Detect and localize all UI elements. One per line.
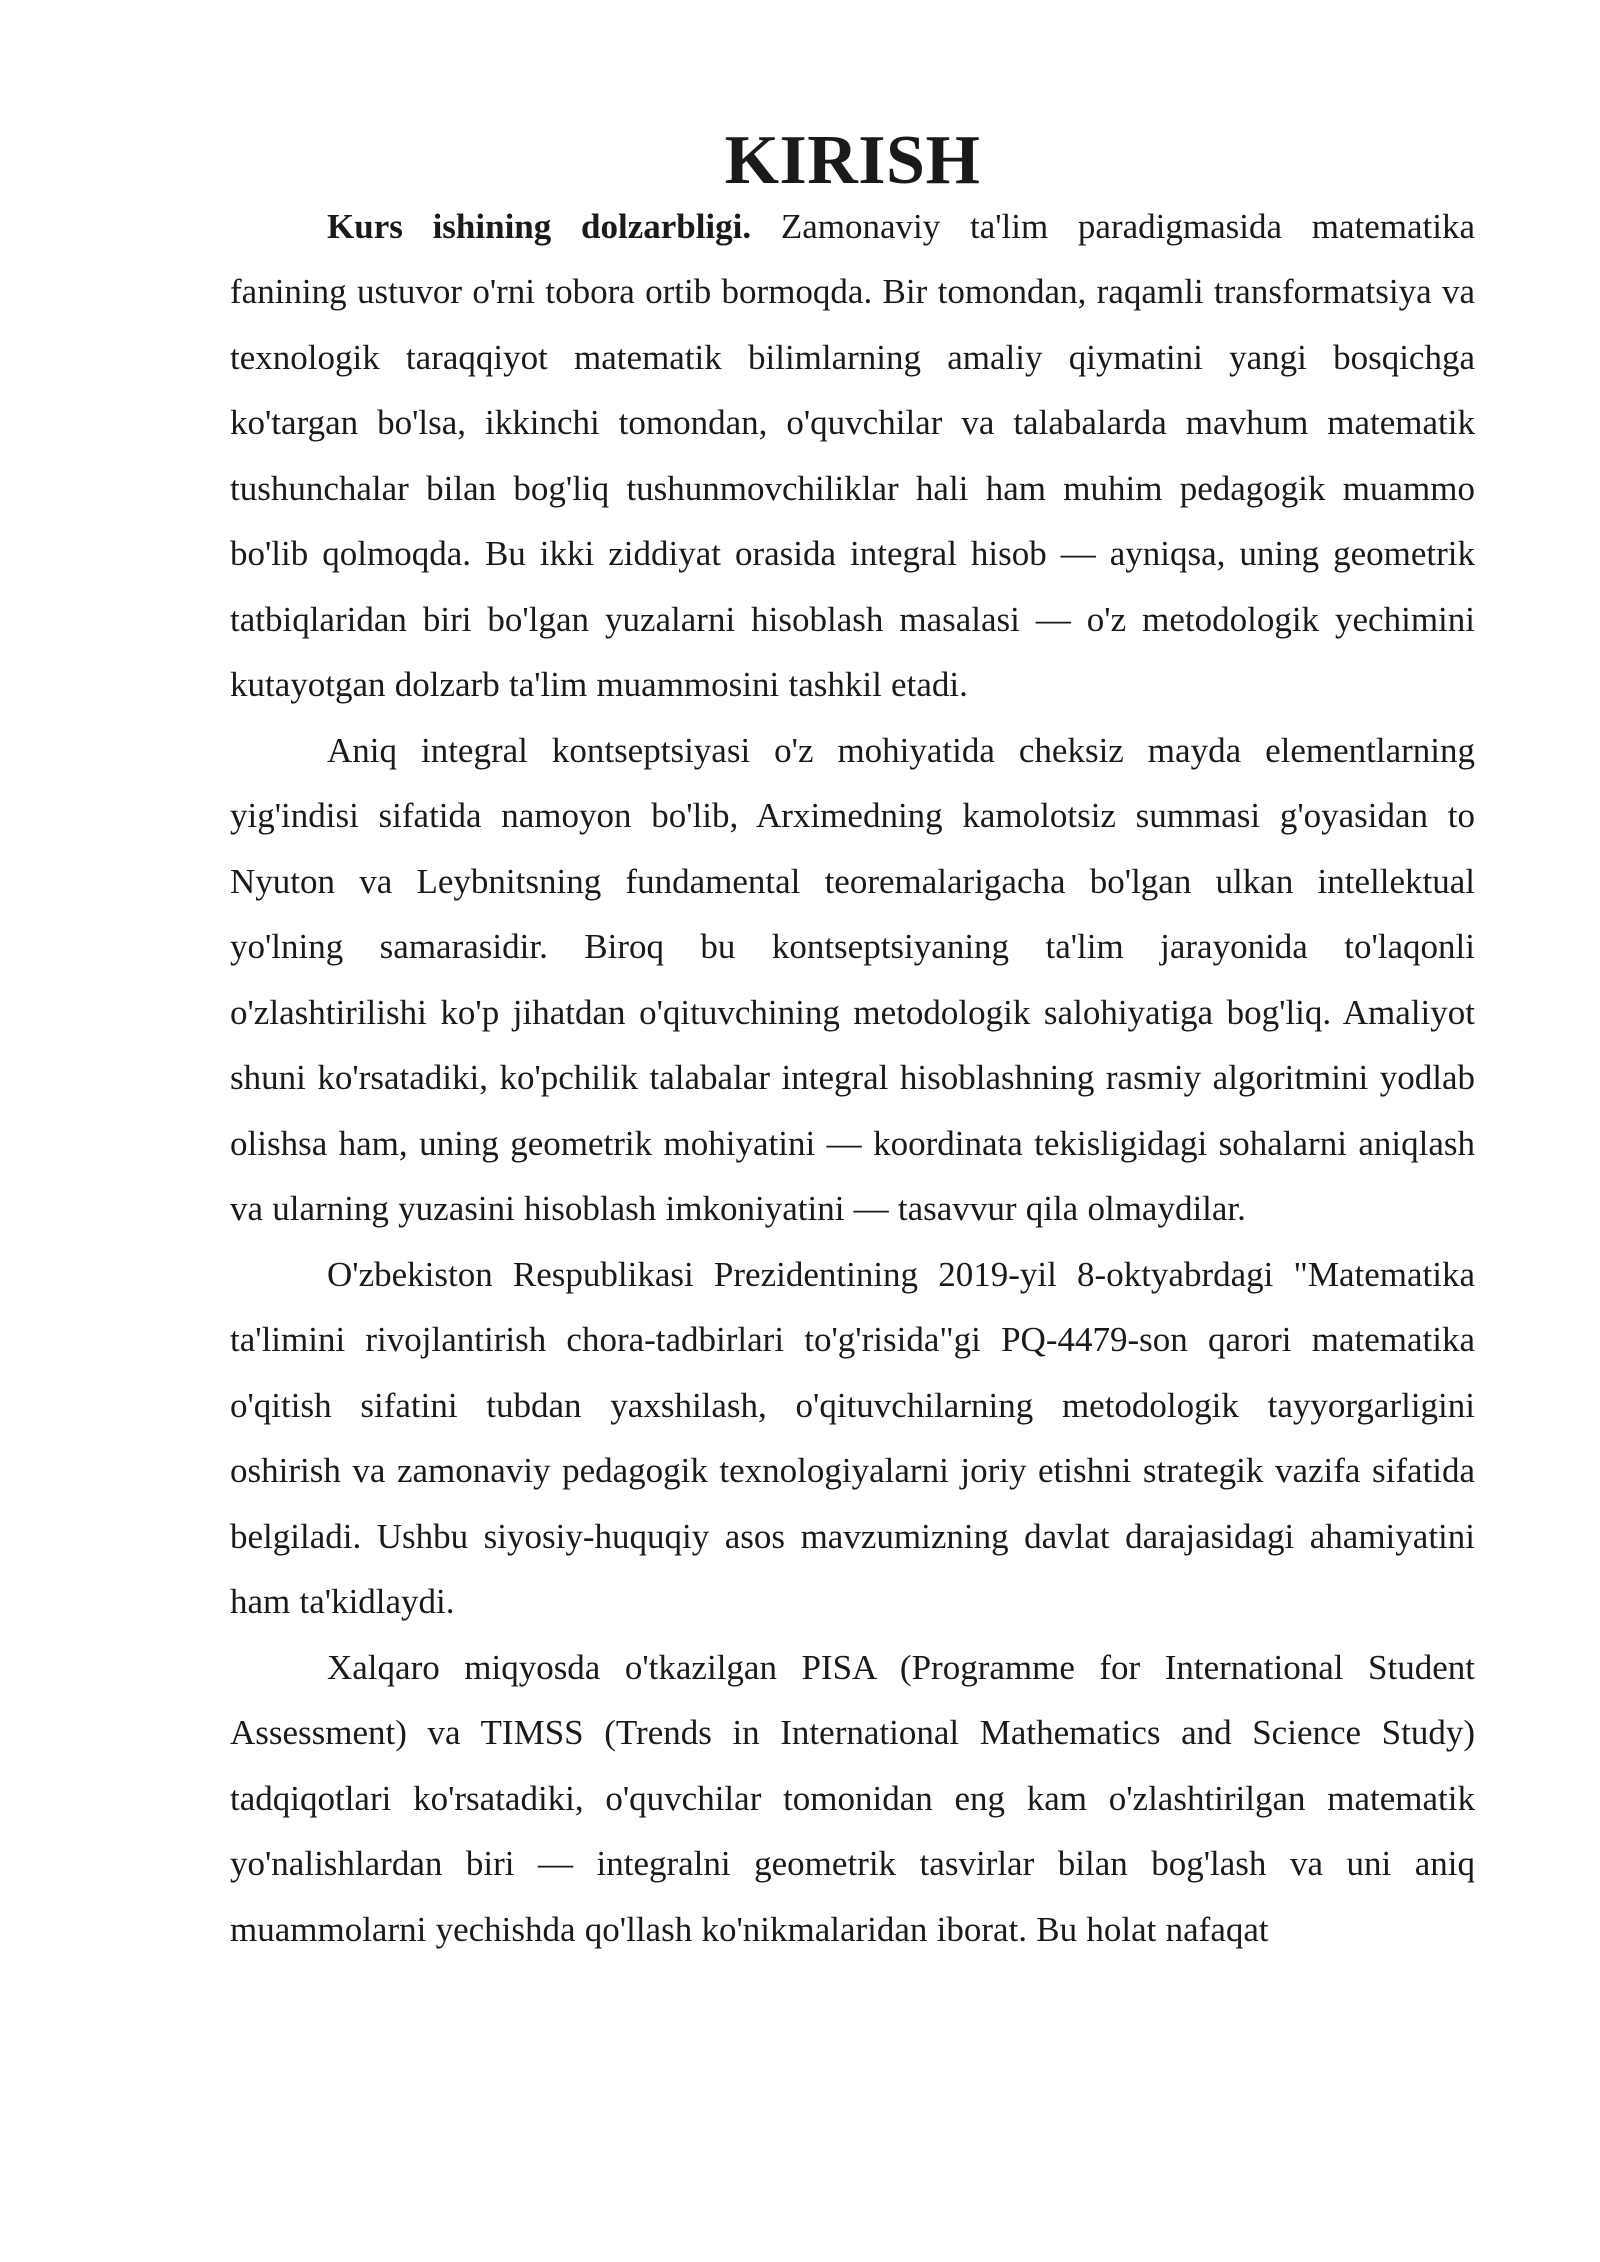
paragraph-relevance bbox=[230, 194, 1475, 718]
paragraph-text: Aniq integral kontseptsiyasi o'z mohiyatida cheksiz mayda elementlarning yig'indisi sifatida namoyon bo'lib, Arximedning kamolotsiz summasi g'oyasidan to Nyuton va Leybnitsning fundamental teoremalarigacha bo'lgan ulkan intellektual yo'lning samarasidir. Biroq bu kontseptsiyaning ta'lim jarayonida to'laqonli o'zlashtirilishi ko'p jihatdan o'qituvchining metodologik salohiyatiga bog'liq. Amaliyot shuni ko'rsatadiki, ko'pchilik talabalar integral hisoblashning rasmiy algoritmini yodlab olishsa ham, uning geometrik mohiyatini — koordinata tekisligidagi sohalarni aniqlash va ularning yuzasini hisoblash imkoniyatini — tasavvur qila olmaydilar. bbox=[230, 730, 1475, 1228]
paragraph-text: Zamonaviy ta'lim paradigmasida matematika fanining ustuvor o'rni tobora ortib bormoqda. Bir tomondan, raqamli transformatsiya va texnologik taraqqiyot matematik bilimlarning amaliy qiymatini yangi bosqichga ko'targan bo'lsa, ikkinchi tomondan, o'quvchilar va talabalarda mavhum matematik tushunchalar bilan bog'liq tushunmovchiliklar hali ham muhim pedagogik muammo bo'lib qolmoqda. Bu ikki ziddiyat orasida integral hisob — ayniqsa, uning geometrik tatbiqlaridan biri bo'lgan yuzalarni hisoblash masalasi — o'z metodologik yechimini kutayotgan dolzarb ta'lim muammosini tashkil etadi. bbox=[230, 206, 1475, 704]
paragraph-presidential-decree bbox=[230, 1242, 1475, 1635]
paragraph-text: Xalqaro miqyosda o'tkazilgan PISA (Programme for International Student Assessment) va TIMSS (Trends in International Mathematics and Science Study) tadqiqotlari ko'rsatadiki, o'quvchilar tomonidan eng kam o'zlashtirilgan matematik yo'nalishlardan biri — integralni geometrik tasvirlar bilan bog'lash va uni aniq muammolarni yechishda qo'llash ko'nikmalaridan iborat. Bu holat nafaqat bbox=[230, 1647, 1475, 1949]
paragraph-international-studies bbox=[230, 1635, 1475, 1963]
document-body bbox=[230, 122, 1475, 1962]
paragraph-text: O'zbekiston Respublikasi Prezidentining 2019-yil 8-oktyabrdagi "Matematika ta'limini rivojlantirish chora-tadbirlari to'g'risida"gi PQ-4479-son qarori matematika o'qitish sifatini tubdan yaxshilash, o'qituvchilarning metodologik tayyorgarligini oshirish va zamonaviy pedagogik texnologiyalarni joriy etishni strategik vazifa sifatida belgiladi. Ushbu siyosiy-huquqiy asos mavzumizning davlat darajasidagi ahamiyatini ham ta'kidlaydi. bbox=[230, 1254, 1475, 1621]
page-title: KIRISH bbox=[724, 122, 981, 199]
paragraph-lead: Kurs ishining dolzarbligi. bbox=[327, 206, 752, 246]
paragraph-integral-concept bbox=[230, 718, 1475, 1242]
